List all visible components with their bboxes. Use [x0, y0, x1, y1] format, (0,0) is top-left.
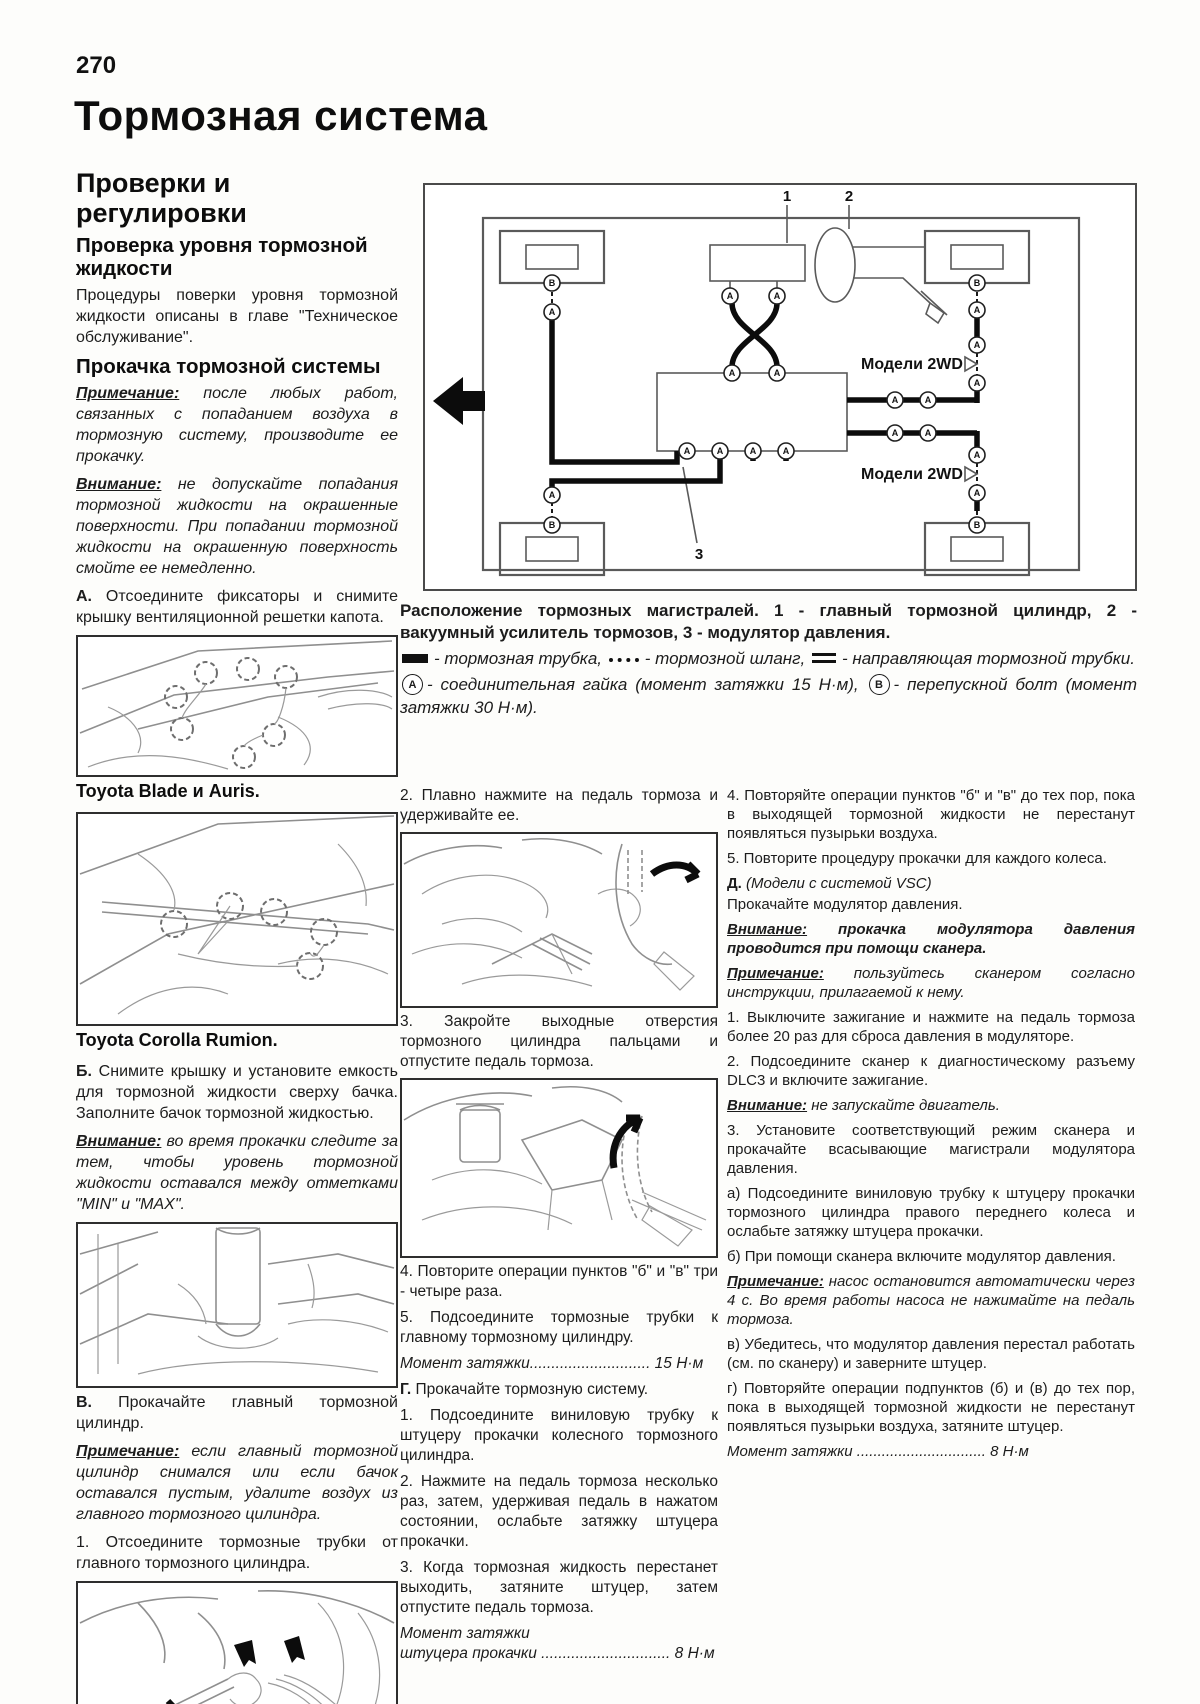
right-column — [727, 786, 1135, 1467]
svg-text:A: A — [548, 490, 556, 500]
left-column — [76, 168, 398, 1704]
step-d-text: Прокачайте модулятор давления. — [727, 896, 963, 913]
subsection-bleeding: Прокачка тормозной системы — [76, 355, 381, 378]
step-5r: 5. Повторите процедуру прокачки для каждого колеса. — [727, 850, 1107, 867]
figure-release-pedal — [400, 1078, 718, 1258]
paragraph: Процедуры поверки уровня тормозной жидкости описаны в главе "Техническое обслуживание". — [76, 287, 398, 346]
svg-text:A: A — [683, 446, 691, 456]
step-g: Г. Прокачайте тормозную систему. — [400, 1381, 649, 1398]
label-2wd-bottom: Модели 2WD — [861, 466, 963, 483]
fitting-a — [712, 443, 728, 459]
section-heading: Проверки и регулировки — [76, 168, 247, 228]
fitting-a — [544, 487, 560, 503]
reservoir-sketch — [78, 1224, 396, 1386]
svg-text:A: A — [973, 488, 981, 498]
step-1: 1. Отсоедините тормозные трубки от главного тормозного цилиндра. — [76, 1534, 398, 1572]
svg-text:A: A — [924, 428, 932, 438]
diagram-caption — [400, 600, 1137, 723]
svg-text:B: B — [548, 520, 556, 530]
fitting-a — [920, 425, 936, 441]
fitting-a — [679, 443, 695, 459]
svg-text:A: A — [773, 291, 781, 301]
fitting-a — [722, 288, 738, 304]
torque-spec-bleeder: Момент затяжки — [400, 1625, 530, 1642]
step-g1: 1. Подсоедините виниловую трубку к штуцеру прокачки колесного тормозного цилиндра. — [400, 1407, 718, 1464]
fitting-a — [724, 365, 740, 381]
step-b: Б. Снимите крышку и установите емкость для тормозной жидкости сверху бачка. Заполните бачок тормозной жидкостью. — [76, 1063, 398, 1122]
step-s1: 1. Выключите зажигание и нажмите на педаль тормоза более 20 раз для сброса давления в модуляторе. — [727, 1009, 1135, 1045]
note: Примечание: после любых работ, связанных с попаданием воздуха в тормозную систему, производите ее прокачку. — [76, 385, 398, 465]
figure-caption: Toyota Corolla Rumion. — [76, 1030, 278, 1050]
fitting-a — [769, 365, 785, 381]
step-sa: а) Подсоедините виниловую трубку к штуцеру прокачки тормозного цилиндра правого переднего колеса и ослабьте затяжку штуцера прокачки. — [727, 1185, 1135, 1240]
svg-text:A: A — [891, 395, 899, 405]
fitting-a — [969, 302, 985, 318]
svg-text:A: A — [973, 378, 981, 388]
fitting-a — [887, 392, 903, 408]
dashed-hose-symbol — [609, 658, 639, 662]
circled-b-icon: B — [869, 674, 890, 695]
torque-spec-15nm: Момент затяжки............................ 15 Н·м — [400, 1355, 704, 1372]
svg-text:A: A — [973, 450, 981, 460]
pipe-guide-symbol — [812, 653, 836, 663]
callout-1: 1 — [782, 188, 792, 205]
figure-press-pedal — [400, 832, 718, 1008]
callout-2: 2 — [844, 188, 854, 205]
svg-text:A: A — [716, 446, 724, 456]
step-3: 3. Закройте выходные отверстия тормозного цилиндра пальцами и отпустите педаль тормоза. — [400, 1013, 718, 1070]
step-g2: 2. Нажмите на педаль тормоза несколько раз, затем, удерживая педаль в нажатом состоянии, ослабьте затяжку штуцера прокачки. — [400, 1473, 718, 1550]
step-g3: 3. Когда тормозная жидкость перестанет выходить, затяните штуцер, затем отпустите педаль тормоза. — [400, 1559, 718, 1616]
svg-text:A: A — [782, 446, 790, 456]
fitting-a — [778, 443, 794, 459]
page-number: 270 — [76, 52, 117, 79]
note: Примечание: если главный тормозной цилиндр снимался или если бачок оставался пустым, удалите воздух из главного тормозного цилиндра. — [76, 1443, 398, 1523]
warning: Внимание: во время прокачки следите за тем, чтобы уровень тормозной жидкости оставался между отметками "MIN" и "MAX". — [76, 1133, 398, 1213]
step-sb: б) При помощи сканера включите модулятор давления. — [727, 1248, 1116, 1265]
step-sv: в) Убедитесь, что модулятор давления перестал работать (см. по сканеру) и заверните штуцер. — [727, 1336, 1135, 1372]
fitting-a — [920, 392, 936, 408]
warning-engine: Внимание: не запускайте двигатель. — [727, 1097, 1000, 1114]
step-4: 4. Повторите операции пунктов "б" и "в" три - четыре раза. — [400, 1263, 718, 1300]
svg-text:B: B — [548, 278, 556, 288]
step-2: 2. Плавно нажмите на педаль тормоза и удерживайте ее. — [400, 787, 718, 824]
diagram-legend: - тормозная трубка, - тормозной шланг, - направляющая тормозной трубки. — [400, 648, 1137, 670]
master-cylinder — [710, 245, 805, 281]
svg-text:B: B — [973, 520, 981, 530]
step-a: А. Отсоедините фиксаторы и снимите крышку вентиляционной решетки капота. — [76, 588, 398, 626]
fitting-a — [969, 337, 985, 353]
svg-text:A: A — [973, 340, 981, 350]
label-2wd-top: Модели 2WD — [861, 356, 963, 373]
engine-bay-sketch — [78, 637, 396, 775]
solid-pipe-symbol — [402, 654, 428, 663]
engine-bay-sketch — [78, 814, 396, 1024]
caption-main: Расположение тормозных магистралей. 1 - главный тормозной цилиндр, 2 - вакуумный усилитель тормозов, 3 - модулятор давления. — [400, 601, 1137, 642]
middle-column — [400, 786, 718, 1670]
fitting-b — [544, 517, 560, 533]
figure-cowl-clips-blade — [76, 635, 398, 777]
pressure-modulator — [657, 373, 847, 451]
fitting-a — [969, 447, 985, 463]
vacuum-booster — [815, 228, 855, 302]
fitting-a — [745, 443, 761, 459]
fitting-legend: A - соединительная гайка (момент затяжки 15 Н·м), B - перепускной болт (момент затяжки 30 Н·м). — [400, 675, 1137, 718]
fitting-b — [969, 517, 985, 533]
note-pump: Примечание: насос остановится автоматически через 4 с. Во время работы насоса не нажимайте на педаль тормоза. — [727, 1273, 1135, 1328]
figure-cowl-clips-rumion — [76, 812, 398, 1026]
fitting-a — [544, 304, 560, 320]
warning: Внимание: не допускайте попадания тормозной жидкости на окрашенные поверхности. При попадании тормозной жидкости на окрашенную поверхность смойте ее немедленно. — [76, 476, 398, 577]
pedal-press-sketch — [402, 834, 716, 1006]
torque-spec-8nm: Момент затяжки ............................... 8 Н·м — [727, 1443, 1029, 1460]
warning-vsc: Внимание: прокачка модулятора давления проводится при помощи сканера. — [727, 921, 1135, 957]
fitting-b — [969, 275, 985, 291]
figure-master-cylinder-lines — [76, 1581, 398, 1704]
svg-text:A: A — [548, 307, 556, 317]
forward-direction-arrow-icon — [433, 377, 485, 425]
brake-line-diagram-svg — [425, 185, 1135, 589]
fitting-a — [769, 288, 785, 304]
step-s2: 2. Подсоедините сканер к диагностическому разъему DLC3 и включите зажигание. — [727, 1053, 1135, 1089]
step-4r: 4. Повторяйте операции пунктов "б" и "в" до тех пор, пока в выходящей тормозной жидкости не перестанут появляться пузырьки воздуха. — [727, 787, 1135, 842]
wrench-sketch — [78, 1583, 396, 1704]
fitting-b — [544, 275, 560, 291]
step-5: 5. Подсоедините тормозные трубки к главному тормозному цилиндру. — [400, 1309, 718, 1346]
note-scanner: Примечание: пользуйтесь сканером согласно инструкции, прилагаемой к нему. — [727, 965, 1135, 1001]
svg-text:A: A — [728, 368, 736, 378]
page-title: Тормозная система — [74, 92, 488, 139]
brake-line-diagram — [423, 183, 1137, 591]
svg-text:A: A — [891, 428, 899, 438]
circled-a-icon: A — [402, 674, 423, 695]
step-v: В. Прокачайте главный тормозной цилиндр. — [76, 1394, 398, 1432]
figure-fluid-reservoir — [76, 1222, 398, 1388]
figure-caption: Toyota Blade и Auris. — [76, 781, 260, 801]
fitting-a — [887, 425, 903, 441]
pedal-release-sketch — [402, 1080, 716, 1256]
svg-text:A: A — [973, 305, 981, 315]
svg-text:A: A — [749, 446, 757, 456]
fitting-a — [969, 485, 985, 501]
torque-spec-bleeder-value: штуцера прокачки .............................. 8 Н·м — [400, 1645, 715, 1662]
svg-text:B: B — [973, 278, 981, 288]
fitting-a — [969, 375, 985, 391]
step-s3: 3. Установите соответствующий режим сканера и прокачайте всасывающие магистрали модулятора давления. — [727, 1122, 1135, 1177]
svg-text:A: A — [726, 291, 734, 301]
svg-text:A: A — [924, 395, 932, 405]
step-sg: г) Повторяйте операции подпунктов (б) и (в) до тех пор, пока в выходящей тормозной жидкости не перестанут появляться пузырьки воздуха, затяните штуцер. — [727, 1380, 1135, 1435]
svg-text:A: A — [773, 368, 781, 378]
step-d: Д. (Модели с системой VSC) — [727, 875, 932, 892]
subsection-fluid-level: Проверка уровня тормозной жидкости — [76, 234, 368, 280]
callout-3: 3 — [694, 546, 704, 563]
